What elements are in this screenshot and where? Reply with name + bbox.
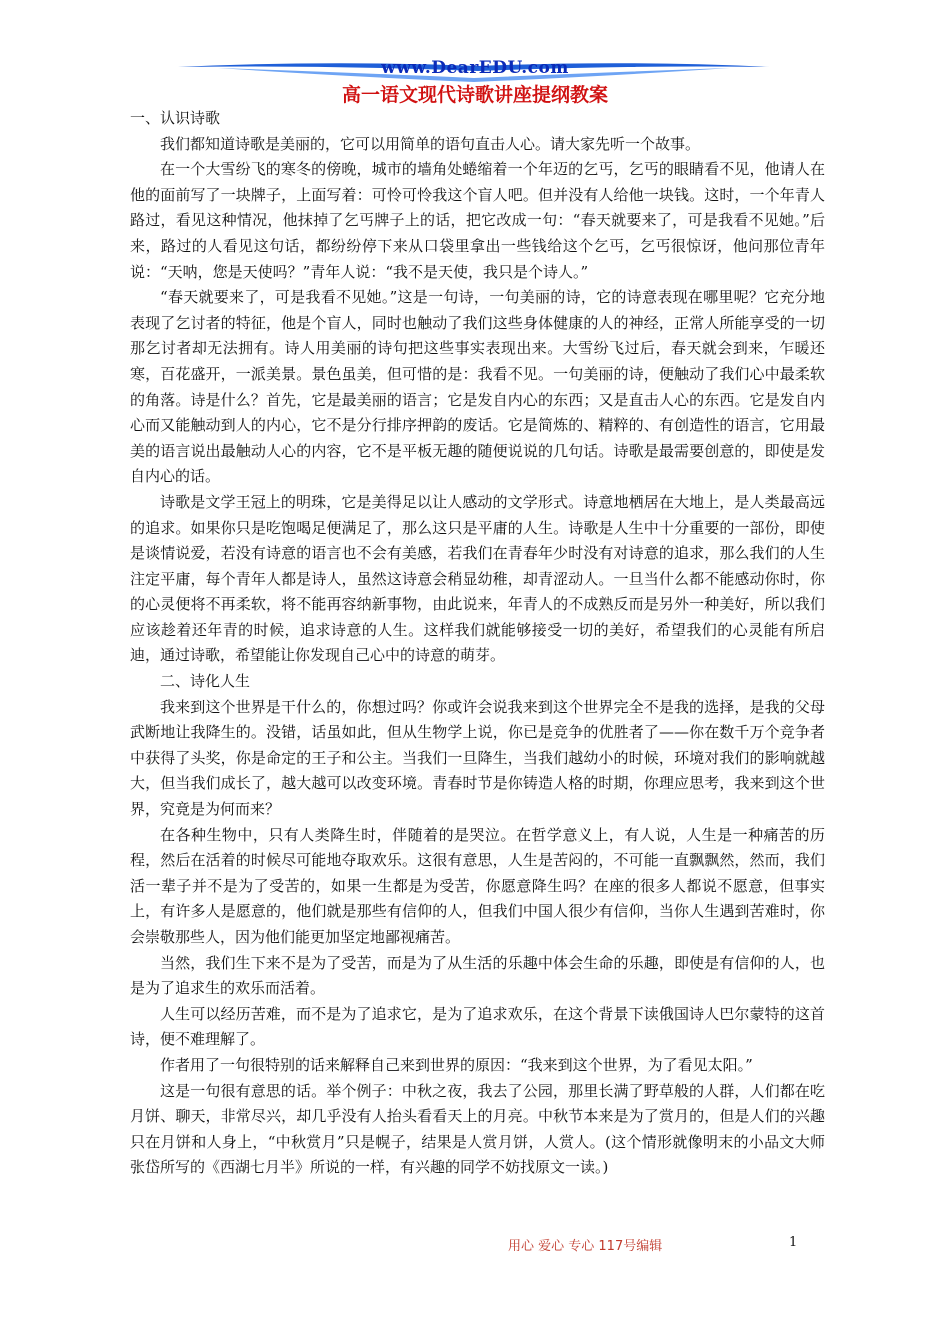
page-number: 1 — [789, 1235, 798, 1250]
paragraph: 我来到这个世界是干什么的，你想过吗？你或许会说我来到这个世界完全不是我的选择，是我的父母武断地让我降生的。没错，话虽如此，但从生物学上说，你已是竞争的优胜者了——你在数千万个竞争者中获得了头奖，你是命定的王子和公主。当我们一旦降生，当我们越幼小的时候，环境对我们的影响就越大，但当我们成长了，越大越可以改变环境。青春时节是你铸造人格的时期，你理应思考，我来到这个世界，究竟是为何而来？ — [130, 697, 825, 819]
site-url: www.DearEDU.com — [381, 58, 569, 78]
paragraph: “春天就要来了，可是我看不见她。”这是一句诗，一句美丽的诗，它的诗意表现在哪里呢？它充分地表现了乞讨者的特征，他是个盲人，同时也触动了我们这些身体健康的人的神经，正常人所能享受的一切那乞讨者却无法拥有。诗人用美丽的诗句把这些事实表现出来。大雪纷飞过后，春天就会到来，乍暖还寒，百花盛开，一派美景。景色虽美，但可惜的是：我看不见。一句美丽的诗，便触动了我们心中最柔软的角落。诗是什么？首先，它是最美丽的语言；它是发自内心的东西；又是直击人心的东西。它是发自内心而又能触动到人的内心，它不是分行排序押韵的废话。它是简炼的、精粹的、有创造性的语言，它用最美的语言说出最触动人心的内容，它不是平板无趣的随便说说的几句话。诗歌是最需要创意的，即使是发自内心的话。 — [130, 288, 825, 486]
section-heading: 一、认识诗歌 — [130, 109, 221, 127]
document-body — [130, 106, 825, 1181]
paragraph: 诗歌是文学王冠上的明珠，它是美得足以让人感动的文学形式。诗意地栖居在大地上，是人类最高远的追求。如果你只是吃饱喝足便满足了，那么这只是平庸的人生。诗歌是人生中十分重要的一部份，即使是谈情说爱，若没有诗意的语言也不会有美感，若我们在青春年少时没有对诗意的追求，那么我们的人生注定平庸，每个青年人都是诗人，虽然这诗意会稍显幼稚，却青涩动人。一旦当什么都不能感动你时，你的心灵便将不再柔软，将不能再容纳新事物，由此说来，年青人的不成熟反而是另外一种美好，所以我们应该趁着还年青的时候，追求诗意的人生。这样我们就能够接受一切的美好，希望我们的心灵能有所启迪，通过诗歌，希望能让你发现自己心中的诗意的萌芽。 — [130, 492, 825, 665]
paragraph: 当然，我们生下来不是为了受苦，而是为了从生活的乐趣中体会生命的乐趣，即使是有信仰的人，也是为了追求生的欢乐而活着。 — [130, 953, 825, 998]
paragraph: 我们都知道诗歌是美丽的，它可以用简单的语句直击人心。请大家先听一个故事。 — [160, 134, 701, 153]
paragraph: 在一个大雪纷飞的寒冬的傍晚，城市的墙角处蜷缩着一个年迈的乞丐，乞丐的眼睛看不见，他请人在他的面前写了一块牌子，上面写着：可怜可怜我这个盲人吧。但并没有人给他一块钱。这时，一个年青人路过，看见这种情况，他抹掉了乞丐牌子上的话，把它改成一句：“春天就要来了，可是我看不见她。”后来，路过的人看见这句话，都纷纷停下来从口袋里拿出一些钱给这个乞丐，乞丐很惊讶，他问那位青年说：“天呐，您是天使吗？”青年人说：“我不是天使，我只是个诗人。” — [130, 160, 825, 281]
paragraph: 人生可以经历苦难，而不是为了追求它，是为了追求欢乐，在这个背景下读俄国诗人巴尔蒙特的这首诗，便不难理解了。 — [130, 1004, 825, 1049]
footer-note: 用心 爱心 专心 117号编辑 — [508, 1239, 663, 1254]
document-title: 高一语文现代诗歌讲座提纲教案 — [341, 84, 608, 106]
paragraph: 在各种生物中，只有人类降生时，伴随着的是哭泣。在哲学意义上，有人说，人生是一种痛苦的历程，然后在活着的时候尽可能地夺取欢乐。这很有意思，人生是苦闷的，不可能一直飘飘然，然而，我们活一辈子并不是为了受苦的，如果一生都是为受苦，你愿意降生吗？在座的很多人都说不愿意，但事实上，有许多人是愿意的，他们就是那些有信仰的人，但我们中国人很少有信仰，当你人生遇到苦难时，你会崇敬那些人，因为他们能更加坚定地鄙视痛苦。 — [130, 825, 825, 946]
section-heading: 二、诗化人生 — [160, 672, 251, 691]
paragraph: 这是一句很有意思的话。举个例子：中秋之夜，我去了公园，那里长满了野草般的人群，人们都在吃月饼、聊天，非常尽兴，却几乎没有人抬头看看天上的月亮。中秋节本来是为了赏月的，但是人们的兴趣只在月饼和人身上，“中秋赏月”只是幌子，结果是人赏月饼，人赏人。(这个情形就像明末的小品文大师张岱所写的《西湖七月半》所说的一样，有兴趣的同学不妨找原文一读。) — [130, 1081, 825, 1177]
paragraph: 作者用了一句很特别的话来解释自己来到世界的原因：“我来到这个世界，为了看见太阳。” — [160, 1055, 753, 1074]
